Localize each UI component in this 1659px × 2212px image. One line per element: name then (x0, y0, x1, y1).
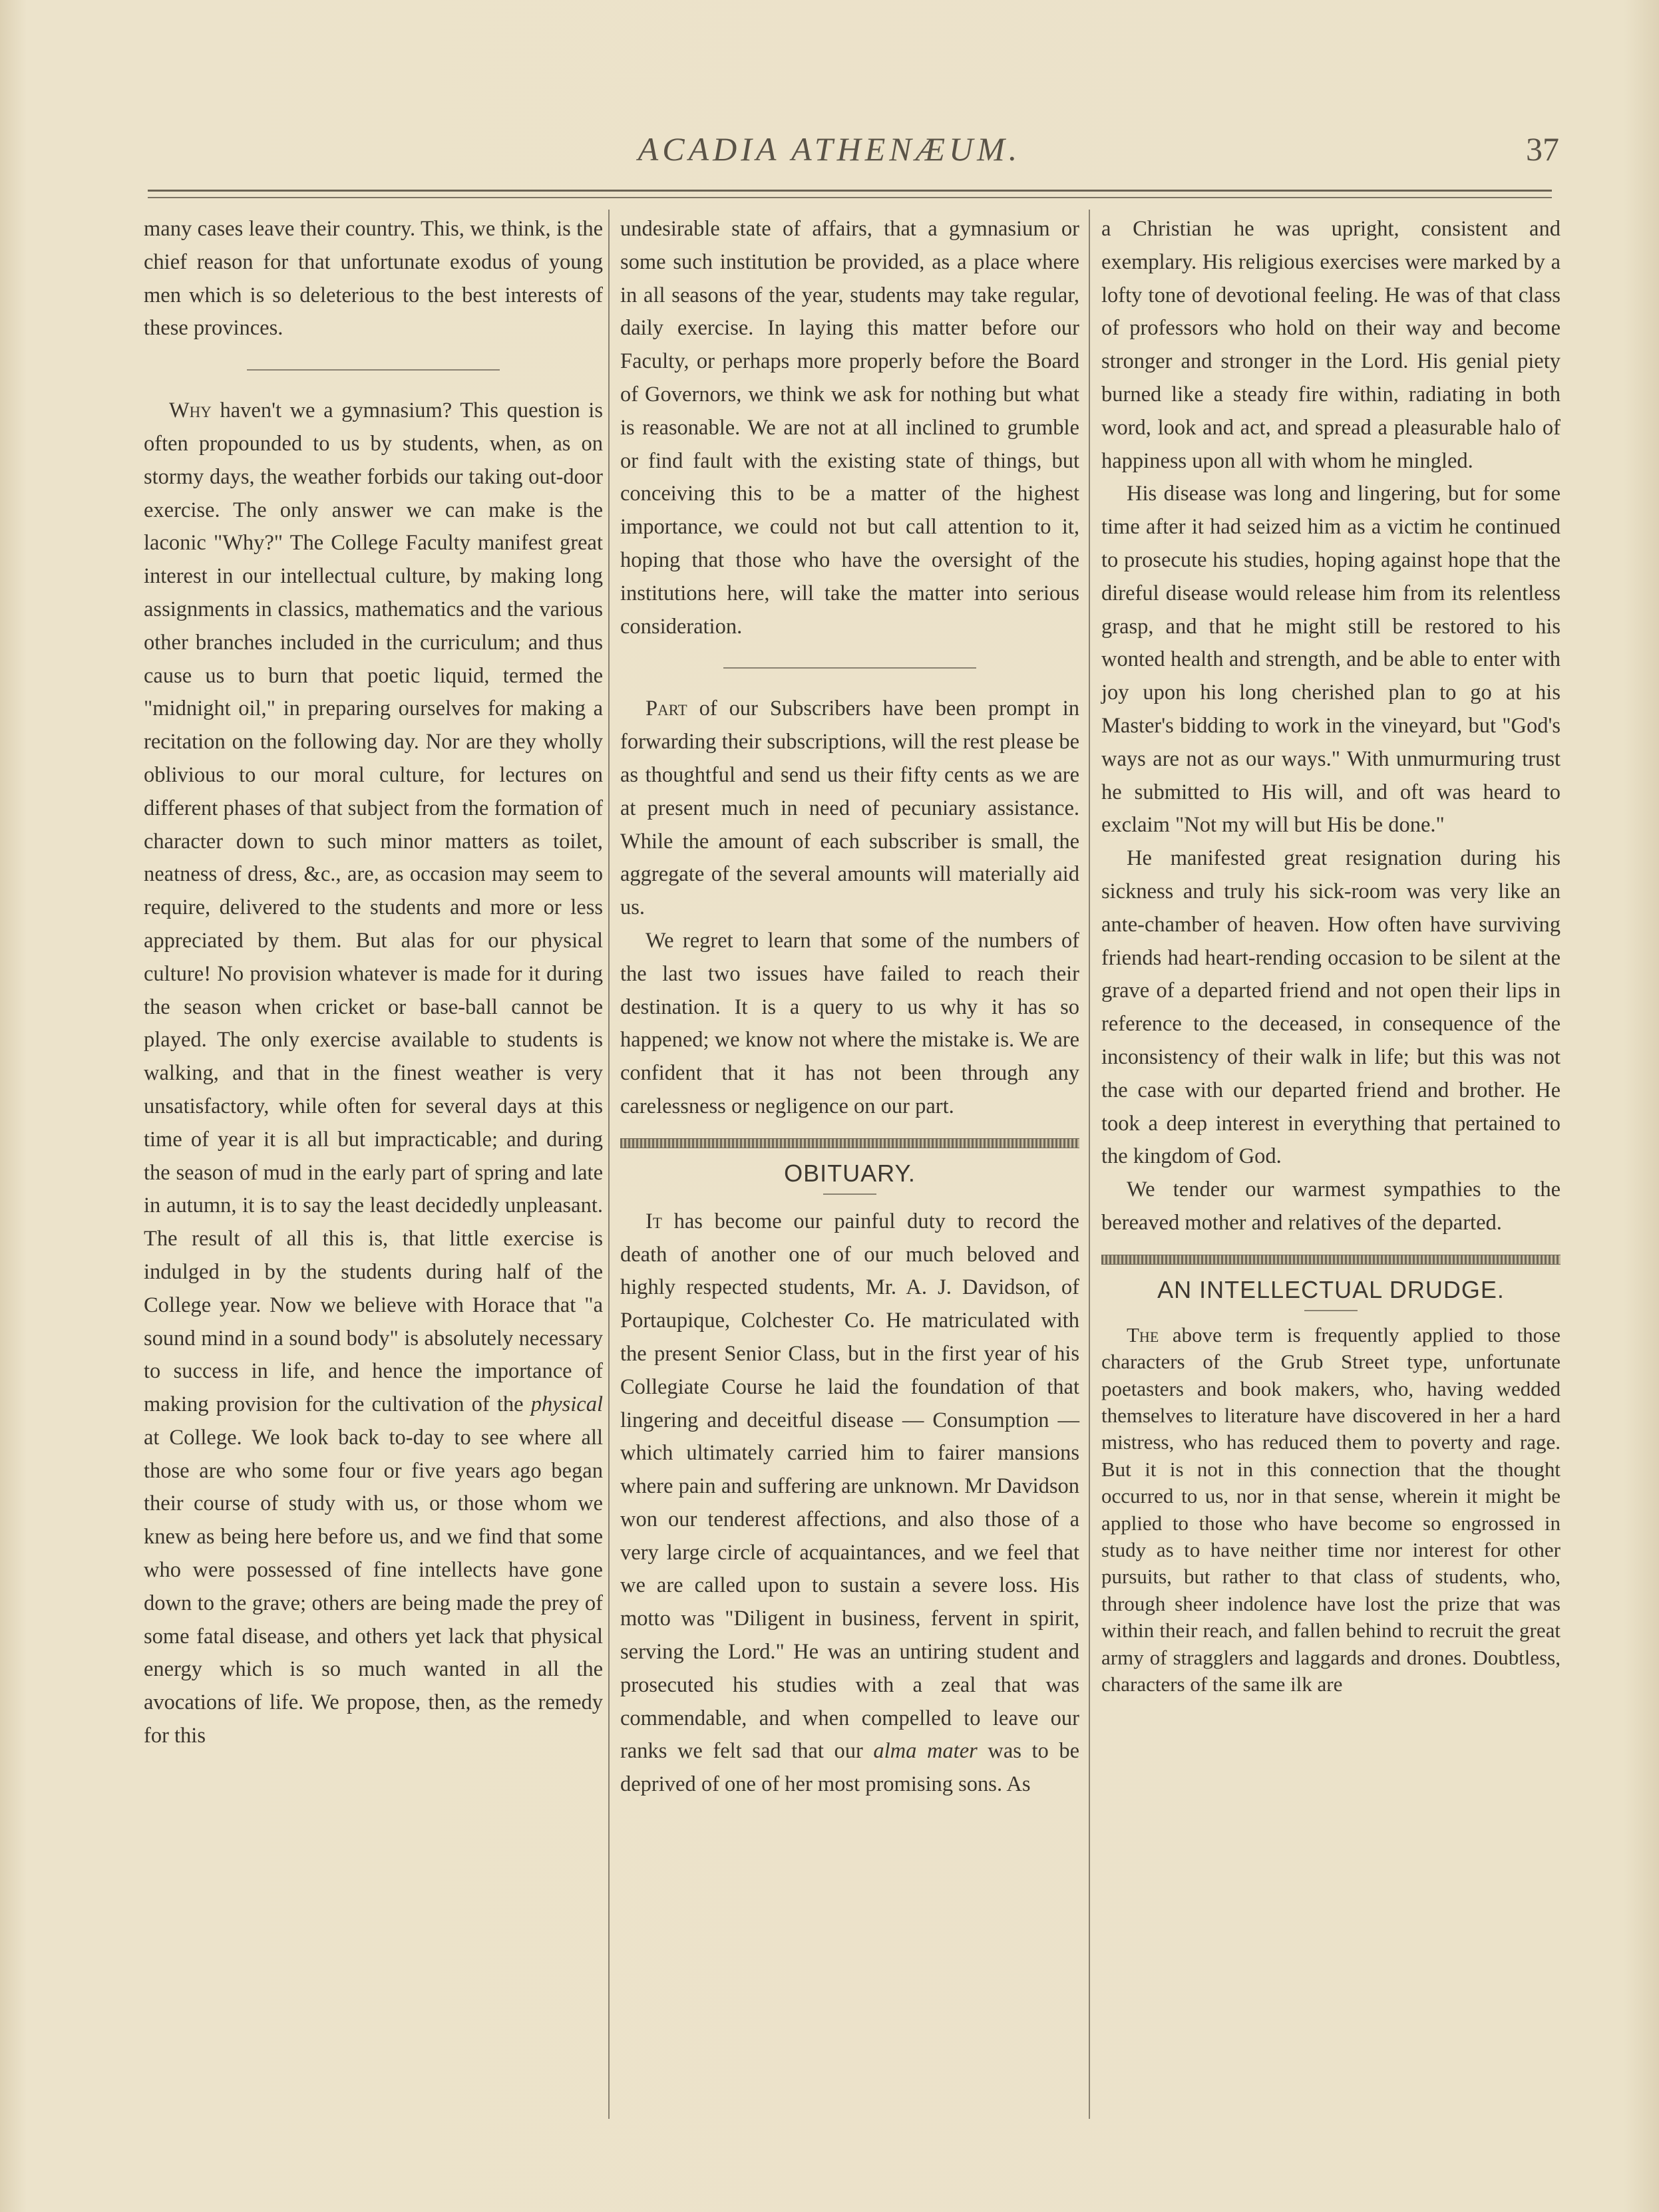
lead-word: The (1127, 1323, 1159, 1346)
italic-phrase: alma mater (873, 1739, 978, 1764)
paragraph-obituary-continued: a Christian he was upright, consistent and exemplary. His religious exercises were marked by a lofty tone of devotional feeling. He was of that class of professors who hold on their way and become stronger and stronger in the Lord. His genial piety burned like a steady fire within, radiating in both word, look and act, and spread a pleasurable halo of happiness upon all with whom he mingled. (1101, 217, 1561, 473)
italic-word: physical (530, 1392, 603, 1417)
paragraph-obituary (620, 1205, 1079, 1802)
paragraph-sympathies: We tender our warmest sympathies to the bereaved mother and relatives of the departed. (1101, 1178, 1561, 1235)
heading-underline (1304, 1310, 1358, 1311)
paragraph-drudge (1101, 1322, 1561, 1698)
drudge-heading: AN INTELLECTUAL DRUDGE. (1157, 1275, 1505, 1303)
section-divider (247, 369, 500, 371)
paragraph-text-continued: at College. We look back to-day to see where all those are who some four or five years ago began their course of study with us, or those whom we knew as being here before us, and we find that some who were possessed of fine intellects have gone down to the grave; others are being made the prey of some fatal disease, and others yet lack that physical energy which is so much wanted in all the avocations of life. We propose, then, as the remedy for this (144, 1425, 603, 1748)
paragraph-text: has become our painful duty to record the death of another one of our much beloved and highly respected students, Mr. A. J. Davidson, of Portaupique, Colchester Co. He matriculated with the present Senior Class, but in the first year of his Collegiate Course he laid the foundation of that lingering and deceitful disease — Consumption — which ultimately carried him to fairer mansions where pain and suffering are unknown. Mr Davidson won our tenderest affections, and also those of a very large circle of acquaintances, and we feel that we are called upon to sustain a severe loss. His motto was "Diligent in business, fervent in spirit, serving the Lord." He was an untiring student and prosecuted his studies with a zeal that was commendable, and when compelled to leave our ranks we felt sad that our (620, 1209, 1079, 1764)
column-1 (144, 213, 603, 1753)
paragraph-subscribers (620, 693, 1079, 925)
heading-underline (823, 1193, 876, 1195)
lead-word: It (645, 1209, 662, 1233)
paragraph-disease: His disease was long and lingering, but for some time after it had seized him as a victim he continued to prosecute his studies, hoping against hope that the direful disease would release him from its relentless grasp, and that he might still be restored to his wonted health and strength, and be able to enter with joy upon his long cherished plan to go at his Master's bidding to work in the vineyard, but "God's ways are not as our ways." With unmurmuring trust he submitted to His will, and oft was heard to exclaim "Not my will but His be done." (1101, 482, 1561, 838)
ornamental-rule (620, 1138, 1079, 1148)
paragraph-text: of our Subscribers have been prompt in forwarding their subscriptions, will the rest please be as thoughtful and send us their fifty cents as we are at present much in need of pecuniary assistance. While the amount of each subscriber is small, the aggregate of the several amounts will materially aid us. (620, 697, 1079, 920)
obituary-heading: OBITUARY. (784, 1159, 916, 1187)
paragraph-text-continued: was to be deprived of one of her most promising sons. As (620, 1739, 1080, 1797)
paragraph-gymnasium (144, 395, 603, 1753)
column-2 (620, 213, 1079, 1802)
header-rule (148, 190, 1552, 192)
column-3 (1101, 213, 1561, 1698)
running-title: ACADIA ATHENÆUM. (638, 130, 1021, 168)
paragraph-missing-issues: We regret to learn that some of the numbers of the last two issues have failed to reach their destination. It is a query to us why it has so happened; we know not where the mistake is. We are confident that it has not been through any carelessness or negligence on our part. (620, 928, 1079, 1118)
column-divider (608, 210, 610, 2119)
section-divider (723, 667, 976, 669)
paragraph-text: haven't we a gymnasium? This question is often propounded to us by students, when, as on stormy days, the weather forbids our taking out-door exercise. The only answer we can make is the laconic "Why?" The College Faculty manifest great interest in our intellectual culture, by making long assignments in classics, mathematics and the various other branches included in the curriculum; and thus cause us to burn that poetic liquid, termed the "midnight oil," in preparing ourselves for making a recitation on the following day. Nor are they wholly oblivious to our moral culture, for lectures on different phases of that subject from the formation of character down to such minor matters as toilet, neatness of dress, &c., are, as occasion may seem to require, delivered to the students and more or less appreciated by them. But alas for our physical culture! No provision whatever is made for it during the season when cricket or base-ball cannot be played. The only exercise available to students is walking, and that in the finest weather is very unsatisfactory, while often for several days at this time of year it is all but impracticable; and during the season of mud in the early part of spring and late in autumn, it is to say the least decidedly unpleasant. The result of all this is, that little exercise is indulged in by the students during half of the College year. Now we believe with Horace that "a sound mind in a sound body" is absolutely necessary to success in life, and hence the importance of making provision for the cultivation of the (144, 398, 603, 1417)
ornamental-rule (1101, 1255, 1561, 1265)
paragraph-resignation: He manifested great resignation during his sickness and truly his sick-room was very like an ante-chamber of heaven. How often have surviving friends had heart-rending occasion to be silent at the grave of a departed friend and not open their lips in reference to the deceased, in consequence of the inconsistency of their walk in life; but this was not the case with our departed friend and brother. He took a deep interest in everything that pertained to the kingdom of God. (1101, 846, 1561, 1169)
page-number: 37 (1526, 130, 1559, 168)
column-divider (1089, 210, 1090, 2119)
paragraph-text: above term is frequently applied to those characters of the Grub Street type, unfortunate poetasters and book makers, who, having wedded themselves to literature have discovered in her a hard mistress, who has reduced them to poverty and rage. But it is not in this connection that the thought occurred to us, nor in that sense, wherein it might be applied to those who have become so engrossed in study as to have neither time nor interest for other pursuits, but rather to that class of students, who, through sheer indolence have lost the prize that was within their reach, and fallen behind to recruit the great army of stragglers and laggards and drones. Doubtless, characters of the same ilk are (1101, 1323, 1561, 1696)
paragraph-gymnasium-continued: undesirable state of affairs, that a gymnasium or some such institution be provided, as a place where in all seasons of the year, students may take regular, daily exercise. In laying this matter before our Faculty, or perhaps more properly before the Board of Governors, we think we ask for nothing but what is reasonable. We are not at all inclined to grumble or find fault with the existing state of things, but conceiving this to be a matter of the highest importance, we could not but call attention to it, hoping that those who have the oversight of the institutions here, will take the matter into serious consideration. (620, 217, 1079, 639)
lead-word: Part (645, 697, 687, 721)
header-rule-secondary (148, 197, 1552, 198)
paragraph-emigration-ending: many cases leave their country. This, we think, is the chief reason for that unfortunate exodus of young men which is so deleterious to the best interests of these provinces. (144, 217, 603, 341)
lead-word: Why (169, 398, 212, 423)
